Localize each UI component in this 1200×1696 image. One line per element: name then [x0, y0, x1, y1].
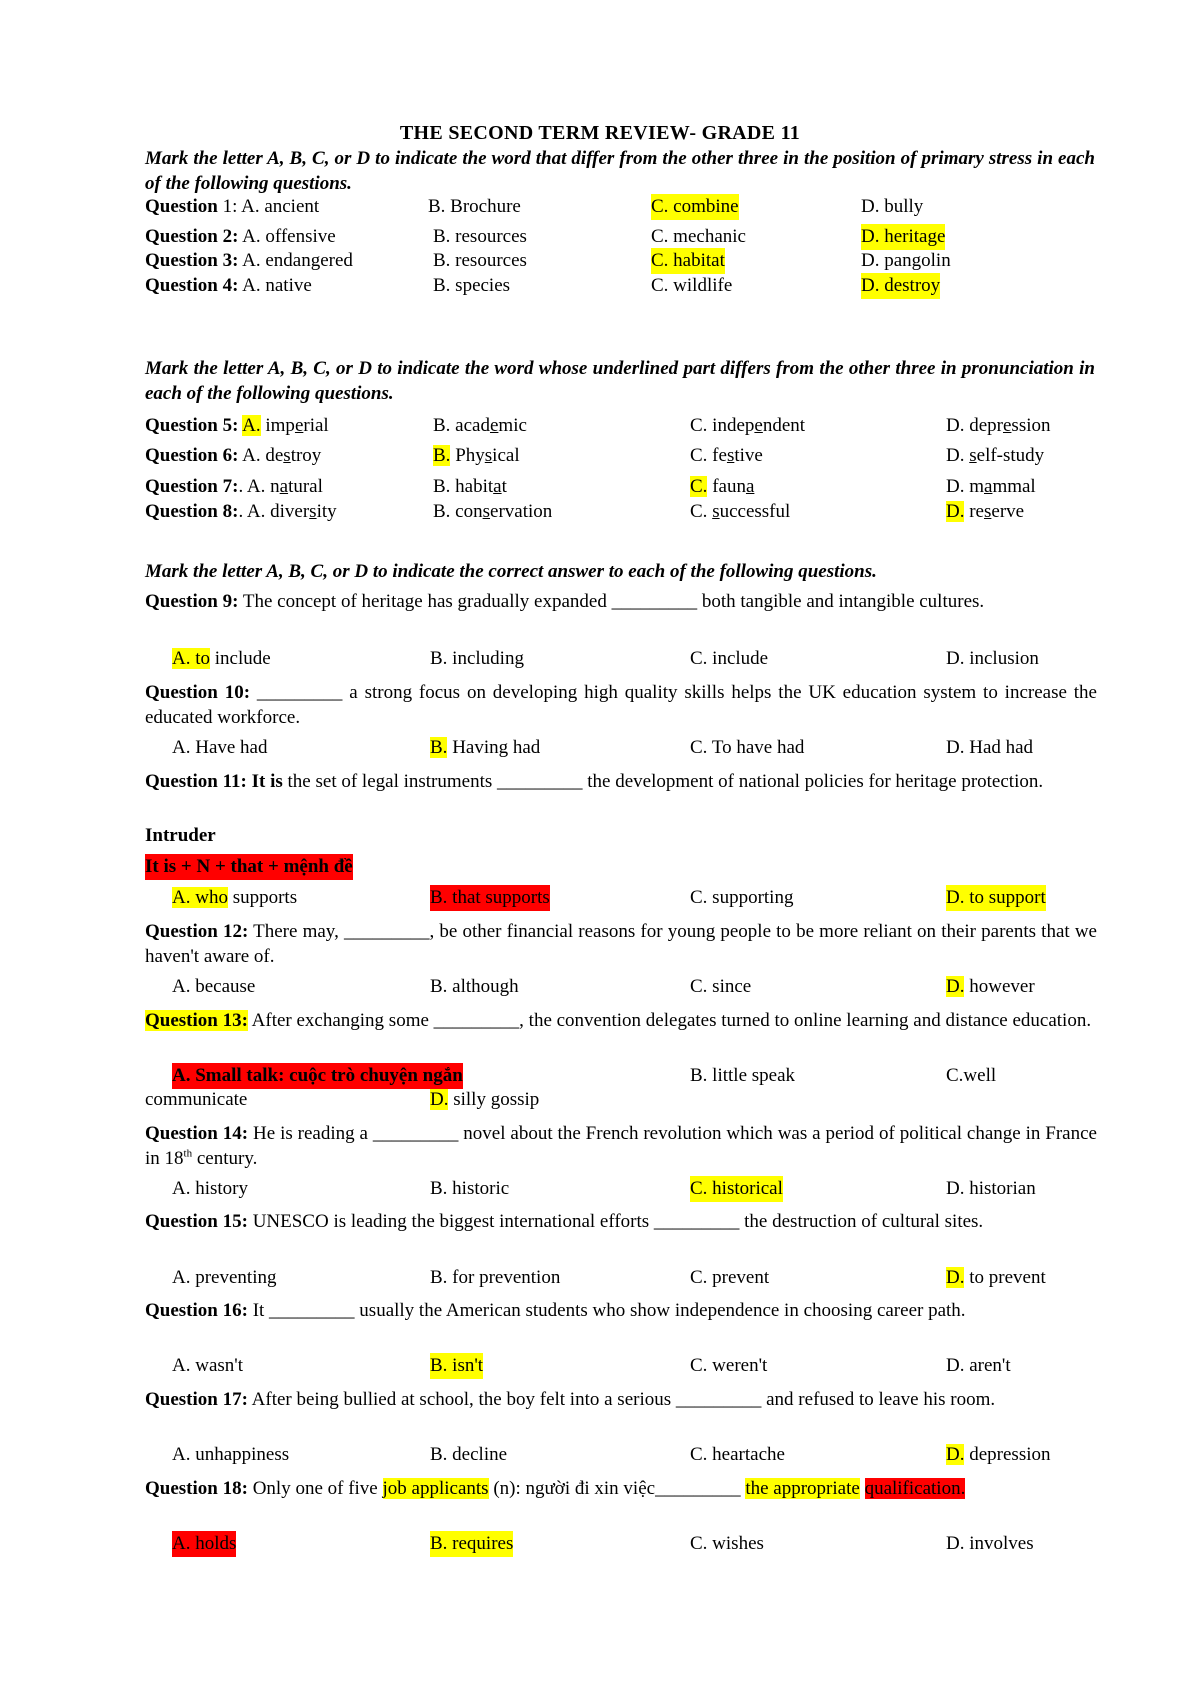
- note-intruder: Intruder: [145, 825, 216, 846]
- option-c: C. independent: [690, 415, 806, 436]
- option-b: B. for prevention: [430, 1267, 561, 1288]
- option-c: C. since: [690, 976, 752, 997]
- question-row-1: Question 1: A. ancient B. Brochure C. combine D. bully: [145, 194, 1100, 220]
- option-c: C. weren't: [690, 1355, 768, 1376]
- option-c: C. successful: [690, 501, 791, 522]
- note-grammar: It is + N + that + mệnh đề: [145, 854, 1100, 880]
- option-a: A. Have had: [172, 737, 268, 758]
- option-d: D. however: [946, 976, 1035, 997]
- options-15: [145, 1265, 1100, 1291]
- question-12: Question 12: There may, _________, be other financial reasons for young people to be more reliant on their parents that we haven't aware of.: [145, 921, 1097, 967]
- options-16: [145, 1353, 1100, 1379]
- option-b: B. habitat: [433, 476, 507, 497]
- option-b: B. little speak: [690, 1065, 796, 1086]
- option-c: C. heartache: [690, 1444, 785, 1465]
- option-c: C. wishes: [690, 1533, 764, 1554]
- option-a: A. history: [172, 1178, 248, 1199]
- option-a: A. wasn't: [172, 1355, 243, 1376]
- option-d: D. to support: [946, 885, 1046, 911]
- option-d: D. bully: [861, 196, 924, 217]
- options-14: [145, 1176, 1100, 1202]
- question-row-7: Question 7:. A. natural B. habitat C. fauna D. mammal: [145, 474, 1100, 500]
- option-c: C. wildlife: [651, 275, 733, 296]
- option-c: C. fauna: [690, 476, 755, 497]
- question-row-8: Question 8:. A. diversity B. conservation C. successful D. reserve: [145, 499, 1100, 525]
- options-13: [145, 1063, 1100, 1089]
- question-14: Question 14: He is reading a _________ novel about the French revolution which was a period of political change in France in 18th century.: [145, 1123, 1097, 1169]
- options-12: [145, 974, 1100, 1000]
- option-c: C. mechanic: [651, 226, 746, 247]
- option-c: C. historical: [690, 1176, 783, 1202]
- option-c: C. habitat: [651, 248, 725, 274]
- option-c: C. combine: [651, 194, 739, 220]
- option-d: D. Had had: [946, 737, 1034, 758]
- question-9: Question 9: The concept of heritage has gradually expanded _________ both tangible and intangible cultures.: [145, 591, 985, 612]
- option-a: A. unhappiness: [172, 1444, 290, 1465]
- option-a: A. holds: [172, 1531, 236, 1557]
- question-18: Question 18: Only one of five job applicants (n): người đi xin việc_________ the appropriate qualification.: [145, 1478, 966, 1499]
- option-d: D. reserve: [946, 501, 1025, 522]
- option-c: C. prevent: [690, 1267, 770, 1288]
- option-c: C.well: [946, 1065, 997, 1086]
- option-a: A. endangered: [242, 250, 353, 271]
- option-a: A. to include: [172, 648, 271, 669]
- option-a: A. Small talk: cuộc trò chuyện ngắn: [172, 1063, 463, 1089]
- option-b: B. requires: [430, 1531, 513, 1557]
- question-13: Question 13: After exchanging some _________, the convention delegates turned to online learning and distance education.: [145, 1010, 1092, 1031]
- option-b: B. academic: [433, 415, 527, 436]
- question-row-2: [145, 224, 1100, 250]
- question-row-4: [145, 273, 1100, 299]
- question-label: Question 5:: [145, 415, 239, 436]
- option-d: D. destroy: [861, 273, 940, 299]
- question-15: Question 15: UNESCO is leading the biggest international efforts _________ the destruction of cultural sites.: [145, 1211, 984, 1232]
- option-d: D. inclusion: [946, 648, 1039, 669]
- option-d: D. to prevent: [946, 1267, 1046, 1288]
- page-title: THE SECOND TERM REVIEW- GRADE 11: [399, 122, 801, 144]
- options-9: [145, 646, 1100, 672]
- question-label: Question 4:: [145, 275, 239, 296]
- option-d: D. silly gossip: [430, 1089, 540, 1110]
- question-11: Question 11: It is the set of legal instruments _________ the development of national policies for heritage protection.: [145, 771, 1044, 792]
- option-d: D. depression: [946, 1444, 1051, 1465]
- option-b: B. Physical: [433, 445, 520, 466]
- section2-instruction: Mark the letter A, B, C, or D to indicate the word whose underlined part differs from the other three in pronunciation in each of the following questions.: [145, 358, 1095, 404]
- option-c: C. include: [690, 648, 769, 669]
- section3-instruction: Mark the letter A, B, C, or D to indicate the correct answer to each of the following questions.: [145, 561, 877, 582]
- option-b: B. historic: [430, 1178, 510, 1199]
- question-17: Question 17: After being bullied at school, the boy felt into a serious _________ and refused to leave his room.: [145, 1389, 996, 1410]
- question-label: Question 7:: [145, 476, 239, 497]
- question-label: Question: [145, 196, 218, 217]
- question-10: Question 10: _________ a strong focus on developing high quality skills helps the UK education system to increase the educated workforce.: [145, 682, 1097, 728]
- question-label: Question 3:: [145, 250, 239, 271]
- option-b: B. that supports: [430, 885, 550, 911]
- options-13-cont: communicate D. silly gossip: [145, 1087, 1100, 1113]
- question-row-5: Question 5: A. imperial B. academic C. independent D. depression: [145, 413, 1100, 439]
- question-label: Question 6:: [145, 445, 239, 466]
- option-b: B. decline: [430, 1444, 508, 1465]
- section1-instruction: Mark the letter A, B, C, or D to indicate the word that differ from the other three in the position of primary stress in each of the following questions.: [145, 148, 1095, 194]
- option-a: A. offensive: [242, 226, 336, 247]
- option-b: B. conservation: [433, 501, 553, 522]
- option-b: B. Brochure: [428, 196, 521, 217]
- option-d: D. heritage: [861, 224, 945, 250]
- options-11: [145, 885, 1100, 911]
- options-10: [145, 735, 1100, 761]
- question-label: Question 2:: [145, 226, 239, 247]
- option-a: A. because: [172, 976, 256, 997]
- option-b: B. isn't: [430, 1353, 483, 1379]
- option-a: A. ancient: [241, 196, 320, 217]
- option-d: D. mammal: [946, 476, 1036, 497]
- option-c: C. festive: [690, 445, 763, 466]
- option-b: B. Having had: [430, 737, 541, 758]
- option-b: B. including: [430, 648, 524, 669]
- option-c: C. supporting: [690, 887, 794, 908]
- option-b: B. resources: [433, 250, 527, 271]
- option-a: A. native: [242, 275, 312, 296]
- option-d: D. pangolin: [861, 250, 951, 271]
- option-d: D. depression: [946, 415, 1051, 436]
- option-b: B. species: [433, 275, 511, 296]
- options-17: [145, 1442, 1100, 1468]
- option-a: A. preventing: [172, 1267, 277, 1288]
- options-18: [145, 1531, 1100, 1557]
- option-b: B. resources: [433, 226, 527, 247]
- option-d: D. aren't: [946, 1355, 1011, 1376]
- question-label: Question 8:: [145, 501, 239, 522]
- option-d: D. self-study: [946, 445, 1045, 466]
- option-c: C. To have had: [690, 737, 805, 758]
- option-d: D. involves: [946, 1533, 1034, 1554]
- question-16: Question 16: It _________ usually the American students who show independence in choosing career path.: [145, 1300, 966, 1321]
- option-b: B. although: [430, 976, 519, 997]
- option-a: A. who supports: [172, 887, 298, 908]
- question-row-6: Question 6: A. destroy B. Physical C. festive D. self-study: [145, 443, 1100, 469]
- question-row-3: [145, 248, 1100, 274]
- option-d: D. historian: [946, 1178, 1036, 1199]
